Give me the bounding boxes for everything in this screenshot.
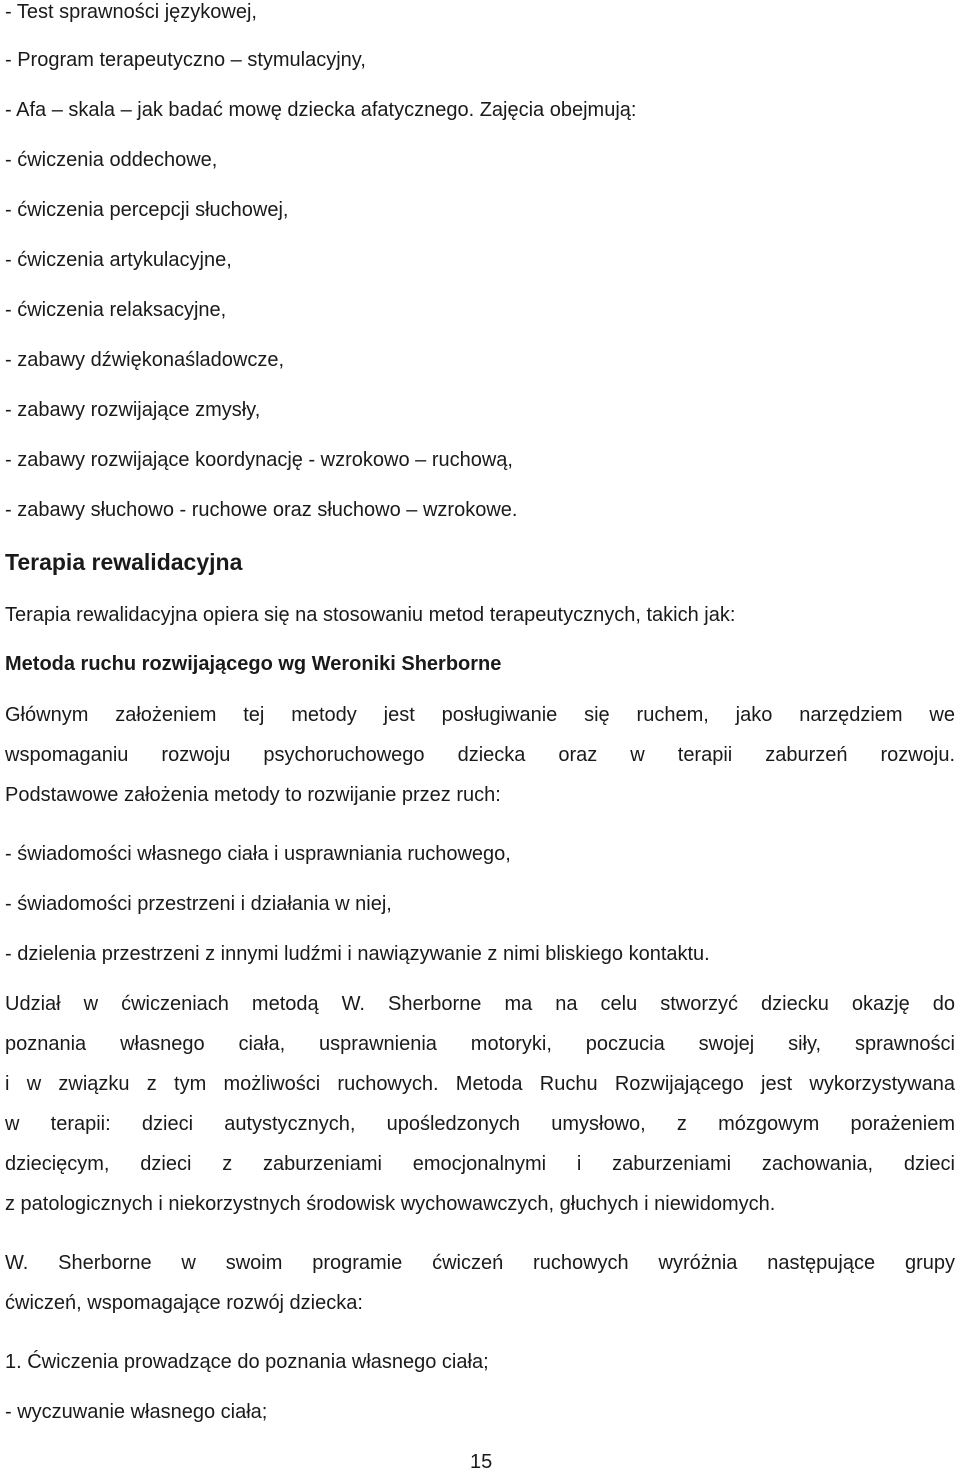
- section-heading: Terapia rewalidacyjna: [5, 549, 243, 575]
- page-number: 15: [470, 1451, 493, 1473]
- list-item: - Afa – skala – jak badać mowę dziecka afatycznego. Zajęcia obejmują:: [5, 99, 637, 121]
- list-item: - Test sprawności językowej,: [5, 1, 257, 23]
- paragraph-line: w terapii: dzieci autystycznych, upośledzonych umysłowo, z mózgowym porażeniem: [5, 1113, 955, 1135]
- paragraph-line: i w związku z tym możliwości ruchowych. Metoda Ruchu Rozwijającego jest wykorzystywana: [5, 1073, 955, 1095]
- list-item: - ćwiczenia artykulacyjne,: [5, 249, 232, 271]
- paragraph-line: ćwiczeń, wspomagające rozwój dziecka:: [5, 1292, 363, 1314]
- intro-paragraph: Terapia rewalidacyjna opiera się na stosowaniu metod terapeutycznych, takich jak:: [5, 604, 736, 626]
- paragraph-line: wspomaganiu rozwoju psychoruchowego dziecka oraz w terapii zaburzeń rozwoju.: [5, 744, 955, 766]
- paragraph-line: z patologicznych i niekorzystnych środowisk wychowawczych, głuchych i niewidomych.: [5, 1193, 776, 1215]
- list-item: - zabawy dźwiękonaśladowcze,: [5, 349, 285, 371]
- list-item: - świadomości własnego ciała i usprawniania ruchowego,: [5, 843, 511, 865]
- method-heading: Metoda ruchu rozwijającego wg Weroniki Sherborne: [5, 653, 502, 675]
- list-item: - ćwiczenia percepcji słuchowej,: [5, 199, 289, 221]
- list-item: - ćwiczenia oddechowe,: [5, 149, 218, 171]
- paragraph-line: dziecięcym, dzieci z zaburzeniami emocjonalnymi i zaburzeniami zachowania, dzieci: [5, 1153, 955, 1175]
- list-item: - dzielenia przestrzeni z innymi ludźmi i nawiązywanie z nimi bliskiego kontaktu.: [5, 943, 710, 965]
- list-item: - ćwiczenia relaksacyjne,: [5, 299, 227, 321]
- list-item: - Program terapeutyczno – stymulacyjny,: [5, 49, 366, 71]
- paragraph-line: W. Sherborne w swoim programie ćwiczeń ruchowych wyróżnia następujące grupy: [5, 1252, 955, 1274]
- paragraph-line: Udział w ćwiczeniach metodą W. Sherborne ma na celu stworzyć dziecku okazję do: [5, 993, 955, 1015]
- list-item: - zabawy rozwijające zmysły,: [5, 399, 261, 421]
- list-item: - zabawy rozwijające koordynację - wzrokowo – ruchową,: [5, 449, 513, 471]
- paragraph-line: Podstawowe założenia metody to rozwijanie przez ruch:: [5, 784, 501, 806]
- list-item: - zabawy słuchowo - ruchowe oraz słuchowo – wzrokowe.: [5, 499, 518, 521]
- list-item: - świadomości przestrzeni i działania w niej,: [5, 893, 392, 915]
- list-item: - wyczuwanie własnego ciała;: [5, 1401, 268, 1423]
- numbered-item: 1. Ćwiczenia prowadzące do poznania własnego ciała;: [5, 1351, 489, 1373]
- paragraph-line: Głównym założeniem tej metody jest posługiwanie się ruchem, jako narzędziem we: [5, 704, 955, 726]
- paragraph-line: poznania własnego ciała, usprawnienia motoryki, poczucia swojej siły, sprawności: [5, 1033, 955, 1055]
